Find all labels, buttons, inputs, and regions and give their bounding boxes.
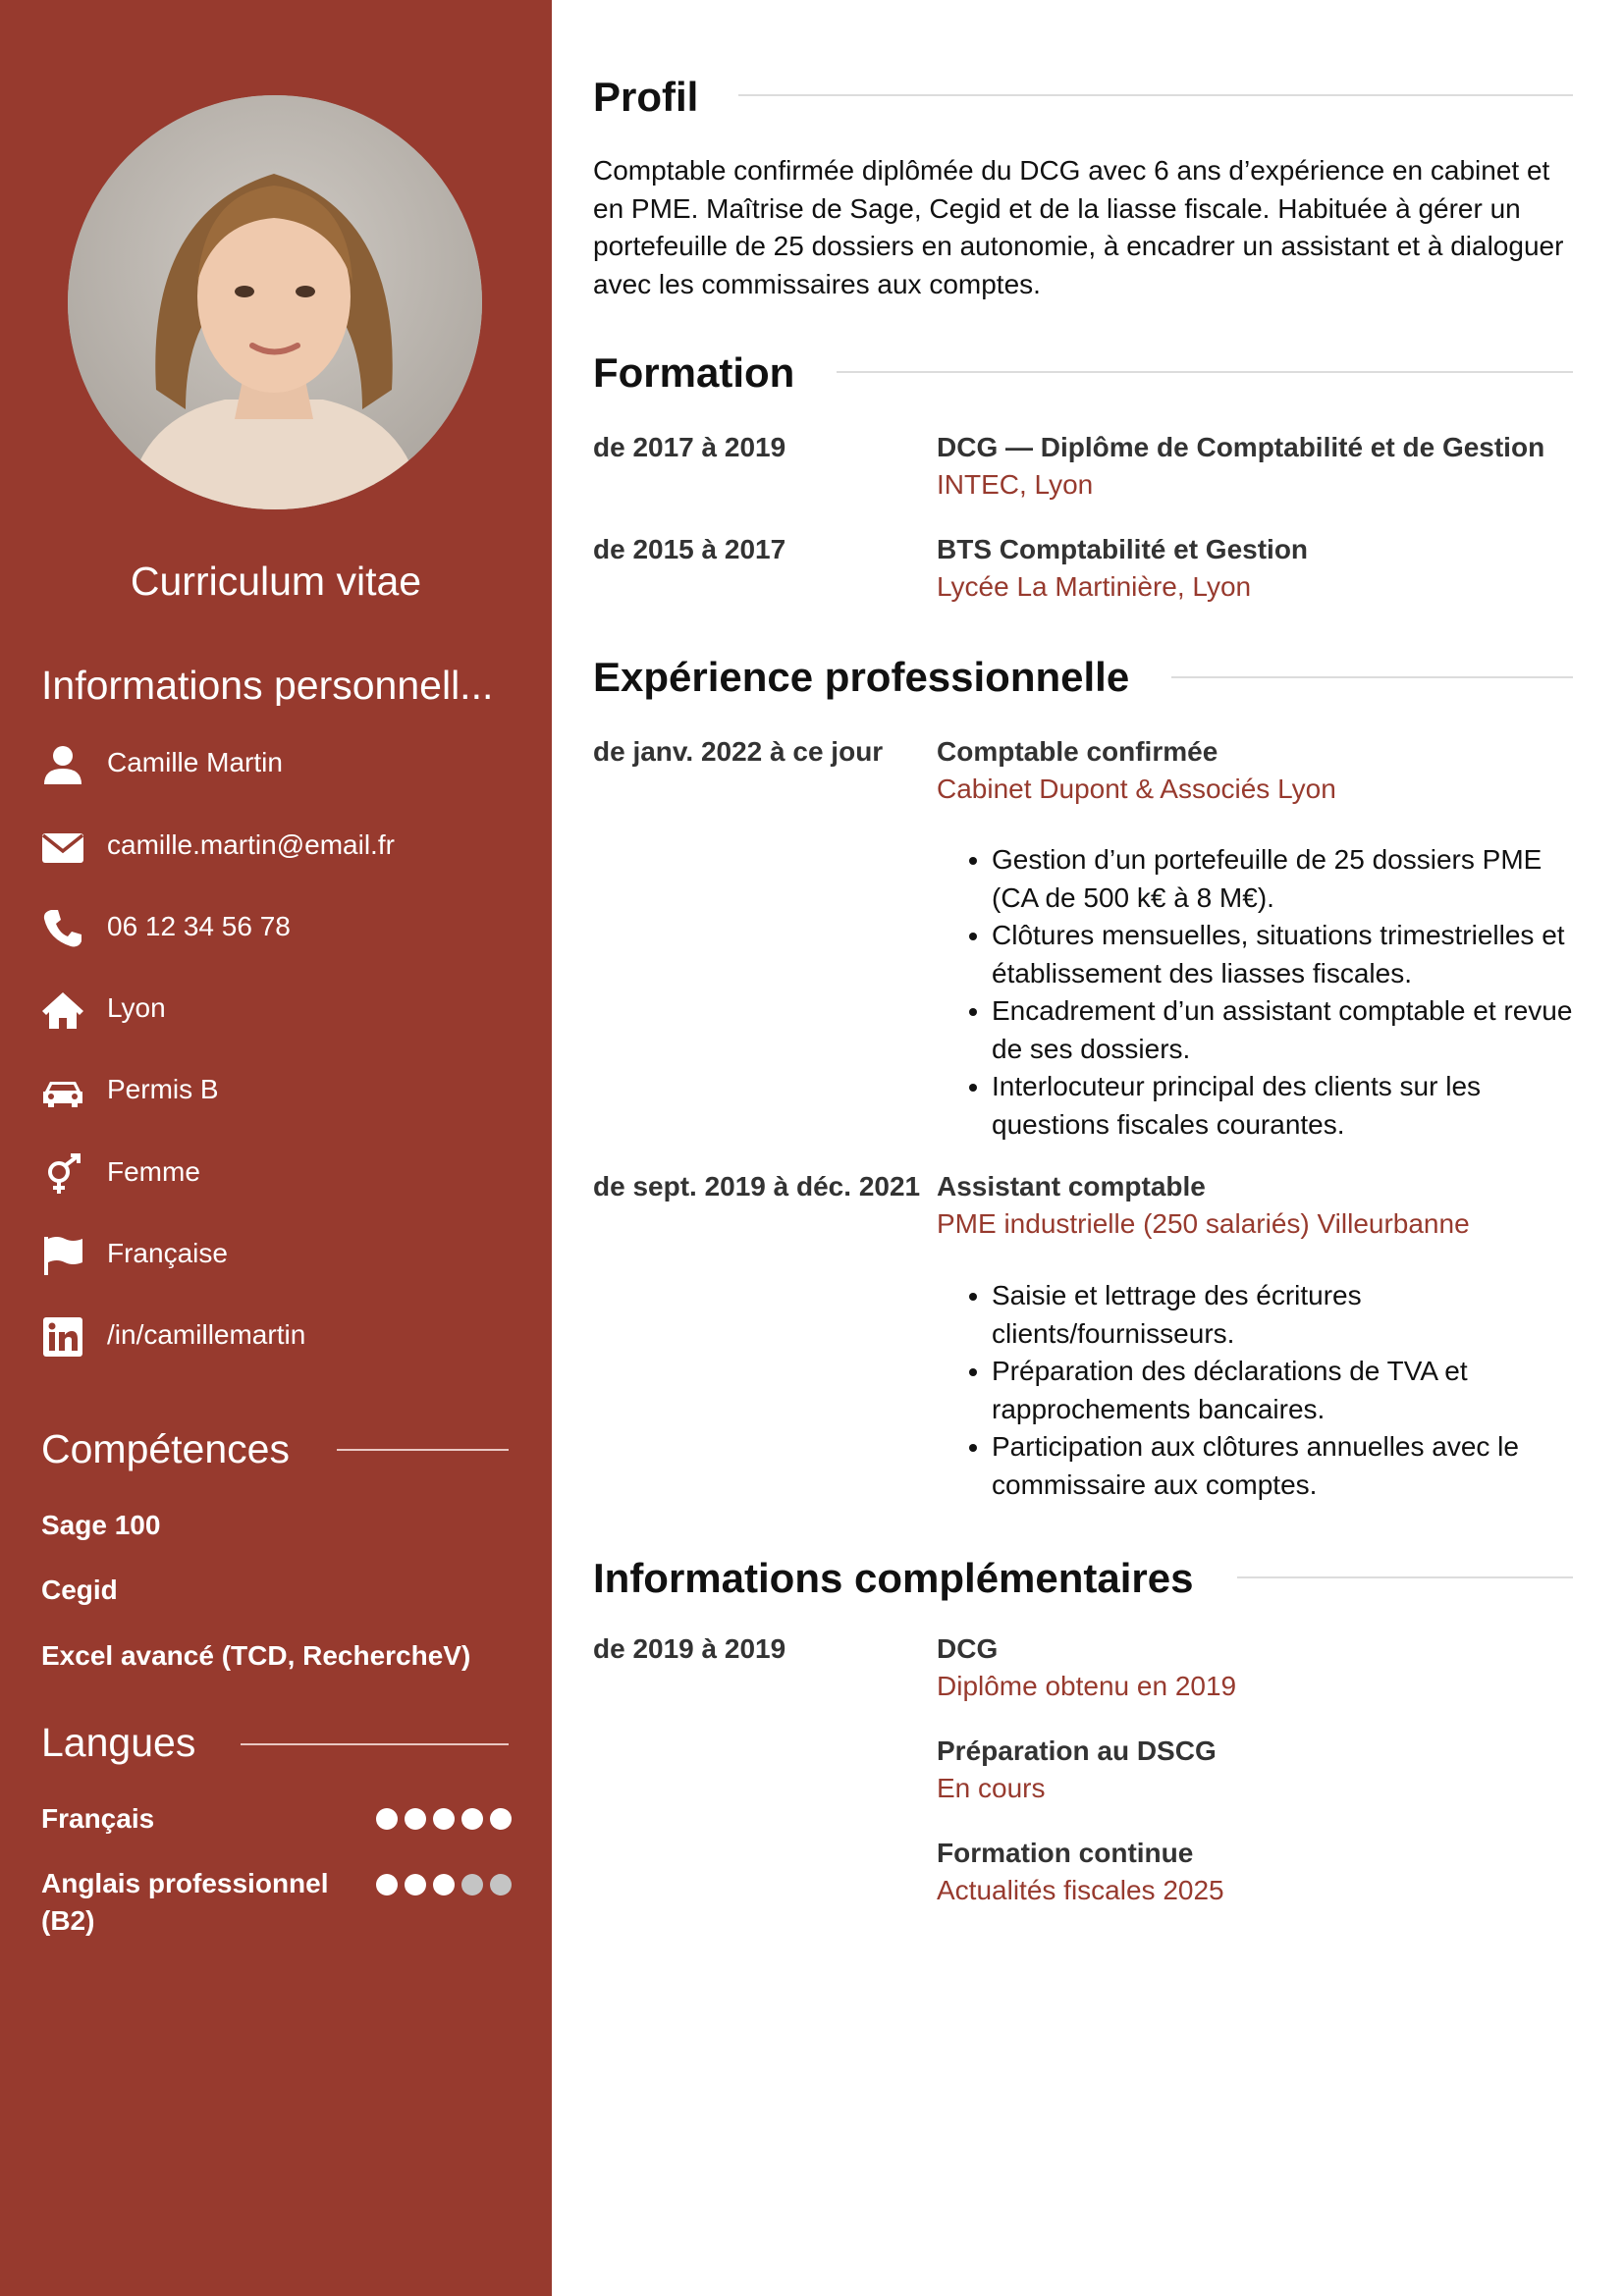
formation-date: de 2017 à 2019 xyxy=(593,432,786,462)
experience-date: de janv. 2022 à ce jour xyxy=(593,736,884,767)
complementary-detail: En cours xyxy=(937,1773,1046,1803)
section-title-profil: Profil xyxy=(593,74,699,120)
complementary-detail: Actualités fiscales 2025 xyxy=(937,1875,1224,1905)
info-name-text: Camille Martin xyxy=(107,747,283,777)
complementary-title: Formation continue xyxy=(937,1838,1194,1868)
language-name: Anglais professionnel (B2) xyxy=(41,1868,329,1936)
language-name: Français xyxy=(41,1803,155,1834)
section-title-experience: Expérience professionnelle xyxy=(593,654,1130,700)
complementary-detail: Diplôme obtenu en 2019 xyxy=(937,1671,1237,1701)
section-divider xyxy=(1237,1576,1573,1578)
formation-date: de 2015 à 2017 xyxy=(593,534,786,564)
complementary-title: DCG xyxy=(937,1633,999,1664)
info-email-text: camille.martin@email.fr xyxy=(107,829,395,860)
info-nationality-text: Française xyxy=(107,1238,228,1268)
profil-text: Comptable confirmée diplômée du DCG avec 6 ans d’expérience en cabinet et en PME. Maîtrise de Sage, Cegid et de la liasse fiscale. Habituée à gérer un portefeuille de 25 dossiers en autonomie, à encadrer un assistant et à dialoguer avec les commissaires aux comptes. xyxy=(593,155,1564,299)
formation-title: BTS Comptabilité et Gestion xyxy=(937,534,1309,564)
experience-bullet: • Saisie et lettrage des écritures clients/fournisseurs. xyxy=(992,1277,1575,1353)
skill-item: Excel avancé (TCD, RechercheV) xyxy=(41,1640,471,1671)
section-title-formation: Formation xyxy=(593,349,795,396)
formation-title: DCG — Diplôme de Comptabilité et de Gestion xyxy=(937,432,1545,462)
experience-title: Comptable confirmée xyxy=(937,736,1218,767)
experience-bullets xyxy=(937,841,1575,1144)
info-linkedin-text[interactable]: /in/camillemartin xyxy=(107,1319,306,1350)
skill-item: Cegid xyxy=(41,1575,118,1605)
experience-bullet: • Interlocuteur principal des clients sur les questions fiscales courantes. xyxy=(992,1068,1575,1144)
formation-school: INTEC, Lyon xyxy=(937,469,1094,500)
skills-heading: Compétences xyxy=(41,1426,290,1471)
experience-date: de sept. 2019 à déc. 2021 xyxy=(593,1171,921,1201)
experience-bullets xyxy=(937,1277,1575,1504)
section-title-complementary: Informations complémentaires xyxy=(593,1555,1194,1601)
info-phone-text: 06 12 34 56 78 xyxy=(107,911,291,941)
experience-bullet: • Encadrement d’un assistant comptable et revue de ses dossiers. xyxy=(992,992,1575,1068)
skill-item: Sage 100 xyxy=(41,1510,161,1540)
info-gender-text: Femme xyxy=(107,1156,200,1187)
experience-company: Cabinet Dupont & Associés Lyon xyxy=(937,774,1336,804)
experience-bullet: • Gestion d’un portefeuille de 25 dossiers PME (CA de 500 k€ à 8 M€). xyxy=(992,841,1575,917)
experience-bullet: • Préparation des déclarations de TVA et rapprochements bancaires. xyxy=(992,1353,1575,1428)
info-city-text: Lyon xyxy=(107,992,166,1023)
experience-company: PME industrielle (250 salariés) Villeurbanne xyxy=(937,1208,1470,1239)
experience-bullet: • Participation aux clôtures annuelles avec le commissaire aux comptes. xyxy=(992,1428,1575,1504)
formation-school: Lycée La Martinière, Lyon xyxy=(937,571,1252,602)
experience-bullet: • Clôtures mensuelles, situations trimestrielles et établissement des liasses fiscales. xyxy=(992,917,1575,992)
complementary-date: de 2019 à 2019 xyxy=(593,1633,786,1664)
cv-title: Curriculum vitae xyxy=(130,559,422,604)
languages-heading: Langues xyxy=(41,1720,196,1765)
section-divider xyxy=(738,94,1573,96)
experience-title: Assistant comptable xyxy=(937,1171,1206,1201)
section-divider xyxy=(1171,676,1573,678)
info-license-text: Permis B xyxy=(107,1074,219,1104)
personal-info-heading: Informations personnell... xyxy=(41,666,494,706)
section-divider xyxy=(837,371,1573,373)
complementary-title: Préparation au DSCG xyxy=(937,1735,1217,1766)
